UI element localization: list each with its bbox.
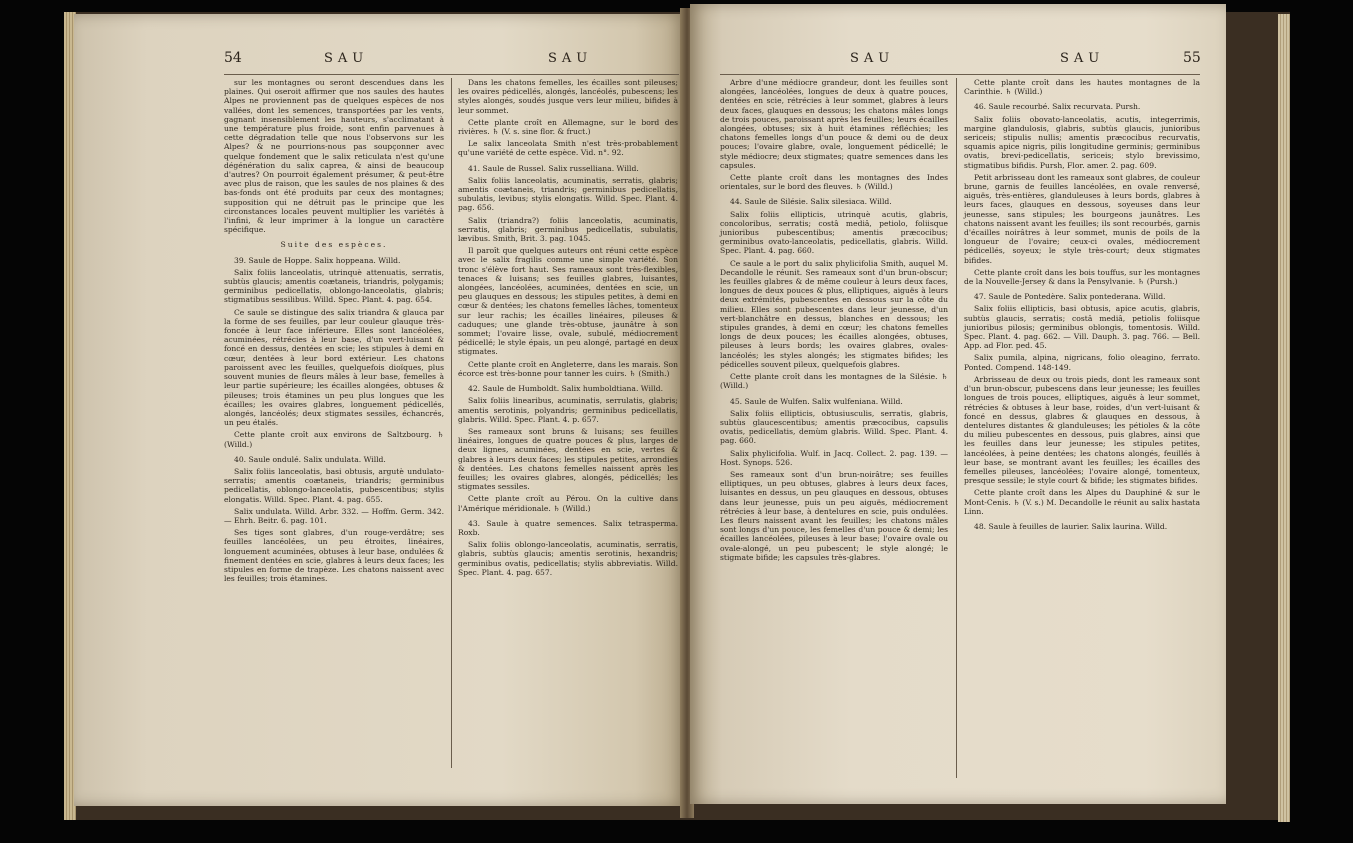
- species-heading: 46. Saule recourbé. Salix recurvata. Pursh.: [974, 102, 1141, 112]
- header-rule: [720, 74, 1200, 75]
- paragraph: Il paroît que quelques auteurs ont réuni cette espèce avec le salix fragilis comme une simple variété. Son tronc s'élève fort haut. Ses rameaux sont très-flexibles, tenaces & luisans; ses feuilles glabres, luisantes, alongées, lancéolées, acuminées, dentées en scie, un peu glauques en dessous; les stipules petites, à demi en cœur & dentées; les chatons femelles lâches, tomenteux sur leur rachis; les écailles linéaires, pileuses & caduques; une glande très-obtuse, jaunâtre à son sommet; l'ovaire lisse, ovale, subulé, médiocrement pédicellé; le style épais, un peu alongé, partagé en deux stigmates.: [458, 246, 678, 357]
- paragraph: Ses tiges sont glabres, d'un rouge-verdâtre; ses feuilles lancéolées, un peu étroites, linéaires, longuement acuminées, obtuses à leur base, ondulées & finement dentées en scie, glabres à leurs deux faces; les stipules en forme de trapèze. Les chatons naissent avec les feuilles; trois étamines.: [224, 528, 444, 584]
- running-head: SAU: [324, 51, 369, 66]
- species-heading: 42. Saule de Humboldt. Salix humboldtiana. Willd.: [468, 384, 664, 394]
- page-number: 55: [1183, 50, 1201, 66]
- column-left: [224, 78, 444, 586]
- paragraph: Cette plante croît dans les bois touffus, sur les montagnes de la Nouvelle-Jersey & dans la Pensylvanie. ♄ (Pursh.): [964, 267, 1200, 287]
- paragraph: Ses rameaux sont bruns & luisans; ses feuilles linéaires, longues de quatre pouces & plus, larges de deux lignes, acuminées, dentées en scie, vertes & glabres à leurs deux faces; les stipules petites, arrondies & dentées. Les chatons femelles naissent après les feuilles; les ovaires glabres, alongés, pédicellés; les stigmates sessiles.: [458, 426, 678, 492]
- species-heading: 43. Saule à quatre semences. Salix tetrasperma. Roxb.: [458, 518, 678, 537]
- paragraph: Salix undulata. Willd. Arbr. 332. — Hoffm. Germ. 342. — Ehrh. Beitr. 6. pag. 101.: [224, 506, 444, 525]
- paragraph: Cette plante croît en Allemagne, sur le bord des rivières. ♄ (V. s. sine flor. & fruct.): [458, 117, 678, 137]
- paragraph: Cette plante croît dans les Alpes du Dauphiné & sur le Mont-Cenis. ♄ (V. s.) M. Decandolle le réunit au salix hastata Linn.: [964, 488, 1200, 516]
- page-number: 54: [224, 50, 242, 66]
- column-right: [458, 78, 678, 580]
- paragraph: Le salix lanceolata Smith n'est très-probablement qu'une variété de cette espèce. Vid. n°. 92.: [458, 139, 678, 158]
- header-rule: [224, 74, 679, 75]
- paragraph: Dans les chatons femelles, les écailles sont pileuses; les ovaires pédicellés, alongés, lancéolés, pubescens; les styles alongés, soudés jusque vers leur milieu, bifides à leur sommet.: [458, 78, 678, 115]
- paragraph: Salix pumila, alpina, nigricans, folio oleagino, ferrato. Ponted. Compend. 148-149.: [964, 353, 1200, 372]
- paragraph: Salix foliis obovato-lanceolatis, acutis, integerrimis, margine glandulosis, glabris, subtùs glaucis, junioribus sericeis; stipulis nullis; amentis præcocibus recurvatis, squamis apice nigris, pilis longitudine germinis; germinibus ovatis, brevi-pedicellatis, sericeis; stylo brevissimo, stigmatibus bifidis. Pursh, Flor. amer. 2. pag. 609.: [964, 114, 1200, 170]
- paragraph: Arbrisseau de deux ou trois pieds, dont les rameaux sont d'un brun-obscur, pubescens dans leur jeunesse; les feuilles longues de trois pouces, elliptiques, aiguës à leur sommet, rétrécies & obtuses à leur base, roides, d'un vert-luisant & foncé en dessus, glabres & glauques en dessous, à dentelures distantes & glanduleuses; les pétioles & la côte du milieu pubescentes en dessous, puis glabres, ainsi que les feuilles dans leur jeunesse; les stipules petites, lancéolées, à peine dentées; les chatons alongés, feuillés à leur base, se montrant avant les feuilles; les écailles des femelles pileuses, lancéolées; l'ovaire alongé, tomenteux, presque sessile; le style court & bifide; les stigmates bifides.: [964, 374, 1200, 486]
- species-heading: 41. Saule de Russel. Salix russelliana. Willd.: [468, 163, 639, 173]
- section-heading: Suite des espèces.: [280, 240, 388, 250]
- paragraph: Cette plante croît aux environs de Saltzbourg. ♄ (Willd.): [224, 430, 444, 449]
- paragraph: Ses rameaux sont d'un brun-noirâtre; ses feuilles elliptiques, un peu obtuses, glabres à leurs deux faces, luisantes en dessus, un peu glauques en dessous, obtuses dans leur jeunesse, puis un peu aiguës, médiocrement rétrécies à leur base, à dentelures en scie, puis ondulées. Les fleurs naissent avant les feuilles; les chatons mâles sont longs d'un pouce, les femelles d'un pouce & demi; les écailles lancéolées, pileuses à leur base; l'ovaire ovale ou ovale-alongé, un peu pubescent; le style alongé; le stigmate bifide; les capsules très-glabres.: [720, 469, 948, 562]
- species-heading: 40. Saule ondulé. Salix undulata. Willd.: [234, 454, 386, 464]
- column-rule: [956, 78, 957, 778]
- species-heading: 47. Saule de Pontedère. Salix pontederana. Willd.: [974, 292, 1166, 302]
- paragraph: Ce saule se distingue des salix triandra & glauca par la forme de ses feuilles, par leur couleur glauque très-foncée à leur face inférieure. Elles sont lancéolées, acuminées, rétrécies à leur base, d'un vert-luisant & foncé en dessus, dentées en scie; les stipules à demi en cœur, dentées à leur bord extérieur. Les chatons paroissent avec les feuilles, quelquefois dioïques, plus souvent munies de fleurs mâles à leur base, femelles à leur partie supérieure; les écailles alongées, obtuses & pileuses; trois étamines un peu plus longues que les écailles; les ovaires glabres, longuement pédicellés, alongés, lancéolés; deux stigmates sessiles, échancrés, un peu étalés.: [224, 307, 444, 428]
- species-heading: 39. Saule de Hoppe. Salix hoppeana. Willd.: [234, 255, 401, 265]
- paragraph: Cette plante croît dans les hautes montagnes de la Carinthie. ♄ (Willd.): [964, 78, 1200, 97]
- paragraph: Ce saule a le port du salix phylicifolia Smith, auquel M. Decandolle le réunit. Ses rameaux sont d'un brun-obscur; les feuilles glabres & de même couleur à leurs deux faces, longues de deux pouces & plus, elliptiques, aiguës à leurs deux extrémités, pubescentes en dessous sur la côte du milieu. Elles sont pubescentes dans leur jeunesse, d'un vert-blanchâtre en dessus, blanches en dessous; les stipules grandes, à demi en cœur; les chatons femelles longs de deux pouces; les écailles alongées, obtuses, pileuses à leurs bords; les ovaires glabres, ovales-lancéolés; les styles alongés; les stigmates bifides; les pédicelles souvent pileux, quelquefois glabres.: [720, 258, 948, 369]
- paragraph: Salix foliis oblongo-lanceolatis, acuminatis, serratis, glabris, subtùs glaucis; amentis serotinis, hexandris; germinibus ovatis, pedicellatis; stylis abbreviatis. Willd. Spec. Plant. 4. pag. 657.: [458, 540, 678, 577]
- paragraph: Salix foliis linearibus, acuminatis, serrulatis, glabris; amentis serotinis, polyandris; germinibus pedicellatis, glabris. Willd. Spec. Plant. 4. p. 657.: [458, 396, 678, 424]
- running-head-right: SAU: [1060, 51, 1105, 66]
- paragraph: Salix (triandra?) foliis lanceolatis, acuminatis, serratis, glabris; germinibus pedicellatis, subulatis, lævibus. Smith, Brit. 3. pag. 1045.: [458, 215, 678, 244]
- species-heading: 45. Saule de Wulfen. Salix wulfeniana. Willd.: [730, 396, 903, 406]
- page-edges-right: [1278, 14, 1290, 822]
- left-page: [74, 14, 684, 806]
- paragraph: Salix foliis ellipticis, basi obtusis, apice acutis, glabris, subtùs glaucis, serratis; costâ mediâ, petiolis foliisque junioribus pilosis; germinibus oblongis, tomentosis. Willd. Spec. Plant. 4. pag. 662. — Vill. Dauph. 3. pag. 766. — Bell. App. ad Flor. ped. 45.: [964, 304, 1200, 351]
- species-heading: 44. Saule de Silésie. Salix silesiaca. Willd.: [730, 197, 892, 207]
- column-right: [964, 78, 1200, 534]
- column-left: [720, 78, 948, 565]
- paragraph: Cette plante croît en Angleterre, dans les marais. Son écorce est très-bonne pour tanner les cuirs. ♄ (Smith.): [458, 359, 678, 378]
- paragraph: Arbre d'une médiocre grandeur, dont les feuilles sont alongées, lancéolées, longues de deux à quatre pouces, dentées en scie, rétrécies à leur sommet, glabres à leurs deux faces, glauques en dessous; les chatons mâles longs de trois pouces, paroissant après les feuilles; leurs écailles alongées, obtuses; six à huit étamines réfléchies; les chatons femelles longs d'un pouce & demi ou de deux pouces; l'ovaire glabre, ovale, longuement pédicellé; le style médiocre; deux stigmates; quatre semences dans les capsules.: [720, 78, 948, 170]
- paragraph: Salix foliis lanceolatis, utrinquè attenuatis, serratis, subtùs glaucis; amentis coætaneis, triandris, polygamis; germinibus pedicellatis, oblongo-lanceolatis, glabris; stigmatibus sessilibus. Willd. Spec. Plant. 4. pag. 654.: [224, 267, 444, 305]
- species-heading: 48. Saule à feuilles de laurier. Salix laurina. Willd.: [974, 521, 1168, 531]
- paragraph: Cette plante croît au Pérou. On la cultive dans l'Amérique méridionale. ♄ (Willd.): [458, 494, 678, 513]
- paragraph: sur les montagnes ou seront descendues dans les plaines. Qui oseroit affirmer que nos saules des hautes Alpes ne proviennent pas de quelques espèces de nos vallées, dont les semences, transportées par les vents, gagnant insensiblement les hauteurs, s'acclimatant à une température plus froide, sont enfin parvenues à cette dégradation telle que nous l'observons sur les Alpes? & ne pourrions-nous pas soupçonner avec quelque fondement que le salix reticulata n'est qu'une dégénération du salix caprea, & ainsi de beaucoup d'autres? On pourroit également présumer, & peut-être avec plus de raison, que les saules de nos plaines & des bas-fonds ont été produits par ceux des montagnes; supposition qui ne détruit pas le principe que les circonstances locales peuvent multiplier les variétés à l'infini, & leur imprimer à la longue un caractère spécifique.: [224, 78, 444, 235]
- paragraph: Cette plante croît dans les montagnes de la Silésie. ♄ (Willd.): [720, 372, 948, 391]
- running-head-right: SAU: [548, 51, 593, 66]
- paragraph: Salix foliis lanceolatis, basi obtusis, argutè undulato-serratis; amentis coætaneis, triandris; germinibus pedicellatis, oblongo-lanceolatis, pubescentibus; stylis elongatis. Willd. Spec. Plant. 4. pag. 655.: [224, 466, 444, 504]
- running-head: SAU: [850, 51, 895, 66]
- paragraph: Salix foliis lanceolatis, acuminatis, serratis, glabris; amentis coætaneis, triandris; germinibus pedicellatis, subulatis, levibus; stylis elongatis. Willd. Spec. Plant. 4. pag. 656.: [458, 175, 678, 213]
- column-rule: [451, 78, 452, 768]
- paragraph: Salix foliis ellipticis, utrinquè acutis, glabris, concoloribus, serratis; costâ mediâ, petiolo, foliisque junioribus pubescentibus; amentis præcocibus; germinibus ovato-lanceolatis, pedicellatis, glabris. Willd. Spec. Plant. 4. pag. 660.: [720, 209, 948, 256]
- paragraph: Cette plante croît dans les montagnes des Indes orientales, sur le bord des fleuves. ♄ (Willd.): [720, 173, 948, 192]
- paragraph: Petit arbrisseau dont les rameaux sont glabres, de couleur brune, garnis de feuilles lancéolées, en ovale renversé, aiguës, très-entières, glanduleuses à leurs bords, glabres à leurs faces, glauques en dessous, soyeuses dans leur jeunesse, sans stipules; les bourgeons jaunâtres. Les chatons naissent avant les feuilles; ils sont recourbés, garnis d'écailles noirâtres à leur sommet, munis de poils de la longueur de l'ovaire; ceux-ci ovales, médiocrement pédicellés, soyeux; le style très-court; deux stigmates bifides.: [964, 172, 1200, 265]
- paragraph: Salix phylicifolia. Wulf. in Jacq. Collect. 2. pag. 139. — Host. Synops. 526.: [720, 448, 948, 467]
- right-page: [690, 4, 1226, 804]
- paragraph: Salix foliis ellipticis, obtusiusculis, serratis, glabris, subtùs glaucescentibus; amentis præcocibus, capsulis ovatis, pedicellatis, demùm glabris. Willd. Spec. Plant. 4. pag. 660.: [720, 408, 948, 446]
